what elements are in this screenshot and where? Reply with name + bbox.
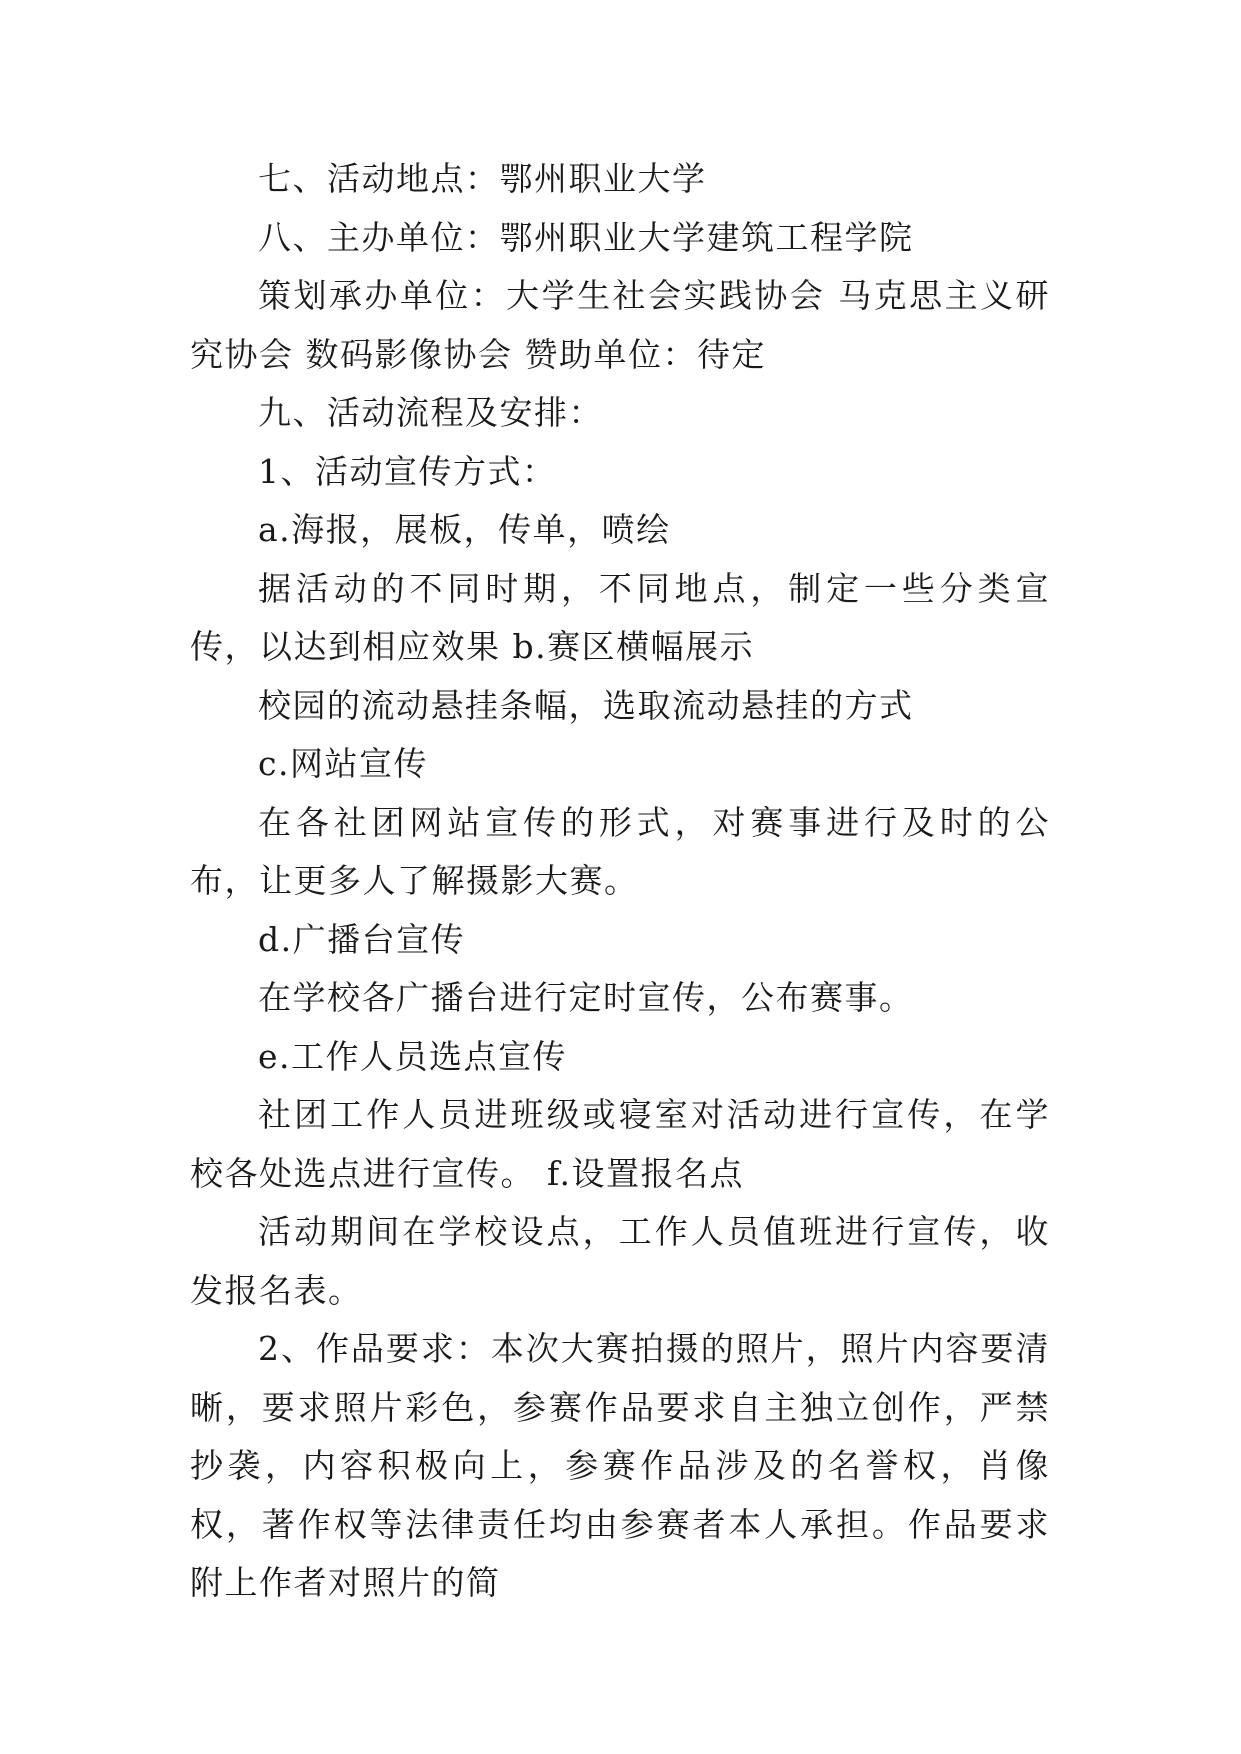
paragraph-co-organizers: 策划承办单位：大学生社会实践协会 马克思主义研究协会 数码影像协会 赞助单位：待定: [190, 276, 1050, 374]
paragraph-item-c-detail: 在各社团网站宣传的形式，对赛事进行及时的公布，让更多人了解摄影大赛。: [190, 802, 1050, 900]
paragraph-item-a: a.海报，展板，传单，喷绘: [258, 510, 671, 549]
paragraph-item-e: e.工作人员选点宣传: [258, 1036, 568, 1076]
paragraph-item-e-detail: 社团工作人员进班级或寝室对活动进行宣传，在学校各处选点进行宣传。 f.设置报名点: [190, 1095, 1050, 1193]
paragraph-item-b-detail: 校园的流动悬挂条幅，选取流动悬挂的方式: [258, 685, 914, 725]
paragraph-work-requirements: 2、作品要求：本次大赛拍摄的照片，照片内容要清晰，要求照片彩色，参赛作品要求自主独立创作，严禁抄袭，内容积极向上，参赛作品涉及的名誉权，肖像权，著作权等法律责任均由参赛者本人承担。作品要求附上作者对照片的简: [190, 1329, 1050, 1602]
paragraph-host-organizer: 八、主办单位：鄂州职业大学建筑工程学院: [258, 217, 914, 257]
paragraph-process-heading: 九、活动流程及安排：: [258, 393, 603, 432]
paragraph-item-d: d.广播台宣传: [258, 919, 466, 959]
paragraph-item-a-detail: 据活动的不同时期，不同地点，制定一些分类宣传，以达到相应效果 b.赛区横幅展示: [190, 568, 1050, 666]
paragraph-publicity-methods: 1、活动宣传方式：: [258, 451, 557, 491]
paragraph-item-f-detail: 活动期间在学校设点，工作人员值班进行宣传，收发报名表。: [190, 1212, 1050, 1310]
paragraph-item-c: c.网站宣传: [258, 744, 428, 783]
document-body: [190, 150, 1050, 1613]
paragraph-item-d-detail: 在学校各广播台进行定时宣传，公布赛事。: [258, 978, 914, 1017]
paragraph-activity-location: 七、活动地点：鄂州职业大学: [258, 159, 707, 198]
